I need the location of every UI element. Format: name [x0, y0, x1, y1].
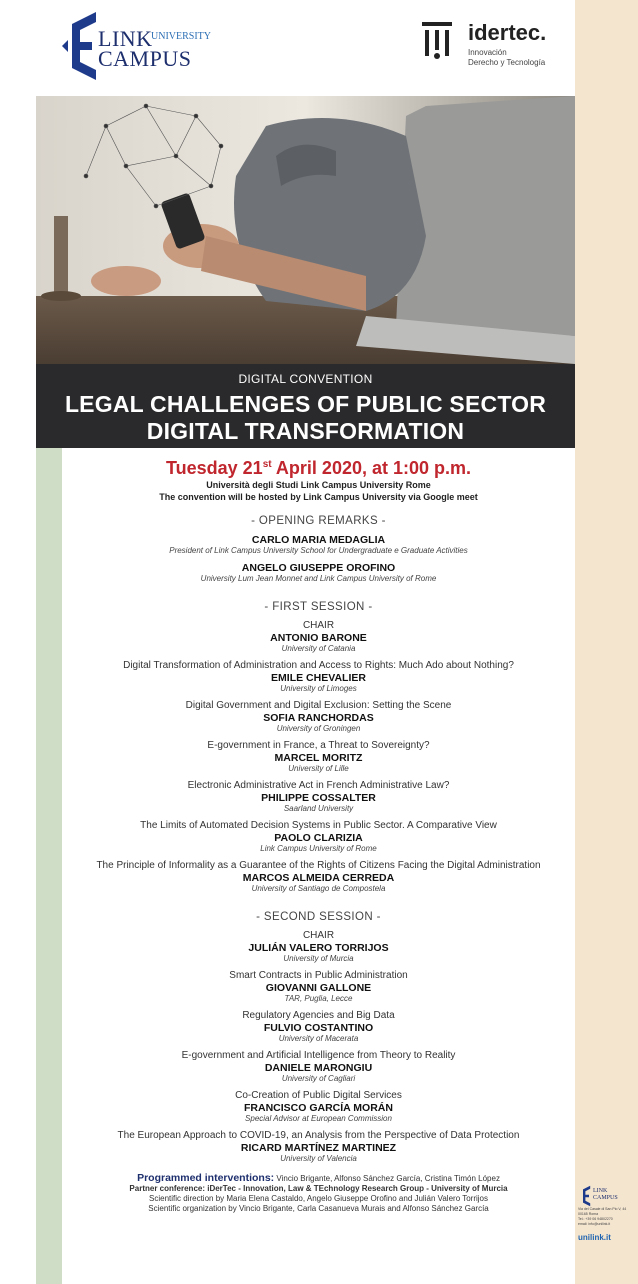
scientific-direction: Scientific direction by Maria Elena Castaldo, Angelo Giuseppe Orofino and Julián Valero Torrijos — [149, 1194, 488, 1203]
talk-affiliation: University of Lille — [288, 764, 349, 773]
first-session-chair-name: ANTONIO BARONE — [270, 632, 367, 644]
second-session-heading: - SECOND SESSION - — [256, 911, 381, 923]
talk-speaker: MARCOS ALMEIDA CERREDA — [242, 872, 395, 884]
side-address-1: Via del Casale di San Pio V, 44 — [578, 1207, 627, 1211]
opening-speaker-affiliation: University Lum Jean Monnet and Link Campus University of Rome — [200, 574, 437, 583]
talk-speaker: PHILIPPE COSSALTER — [261, 792, 376, 804]
first-session-chair-label: CHAIR — [302, 620, 335, 631]
talk-affiliation: University of Santiago de Compostela — [251, 884, 386, 893]
talk-speaker: FULVIO COSTANTINO — [263, 1022, 374, 1034]
opening-heading: - OPENING REMARKS - — [251, 515, 386, 527]
talk-title: Digital Transformation of Administration and Access to Rights: Much Ado about Nothing? — [123, 660, 514, 671]
talk-affiliation: University of Cagliari — [281, 1074, 356, 1083]
talk-title: Digital Government and Digital Exclusion: Setting the Scene — [185, 700, 452, 711]
talk-title: Smart Contracts in Public Administration — [229, 970, 408, 981]
talk-title: E-government in France, a Threat to Sovereignty? — [207, 740, 430, 751]
talk-title: Electronic Administrative Act in French Administrative Law? — [187, 780, 450, 791]
date-prefix: Tuesday 21 — [165, 458, 263, 478]
side-logo-line1: LINK — [593, 1188, 608, 1194]
idertec-name: idertec. — [468, 20, 547, 45]
second-session-chair-affiliation: University of Murcia — [283, 954, 354, 963]
date-suffix: April 2020, at 1:00 p.m. — [271, 458, 472, 478]
talk-affiliation: Saarland University — [283, 804, 354, 813]
talk-affiliation: University of Macerata — [278, 1034, 359, 1043]
opening-speaker-name: ANGELO GIUSEPPE OROFINO — [241, 562, 396, 574]
logo-link-word: LINK — [98, 26, 153, 51]
title-line-1: LEGAL CHALLENGES OF PUBLIC SECTOR — [64, 391, 547, 417]
talk-affiliation: Link Campus University of Rome — [260, 844, 377, 853]
programmed-interventions — [62, 1173, 575, 1184]
talk-title: E-government and Artificial Intelligence from Theory to Reality — [181, 1050, 456, 1061]
talk-speaker: SOFIA RANCHORDAS — [263, 712, 374, 724]
logo-campus-word: CAMPUS — [98, 46, 192, 71]
programmed-names: Vincio Brigante, Alfonso Sánchez García, Cristina Timón López — [274, 1174, 500, 1183]
side-address-2: 00165 Roma — [578, 1212, 599, 1216]
second-session-chair-name: JULIÁN VALERO TORRIJOS — [248, 942, 389, 954]
side-site-link[interactable]: unilink.it — [578, 1233, 611, 1242]
talk-speaker: EMILE CHEVALIER — [271, 672, 366, 684]
programmed-label: Programmed interventions: — [137, 1172, 275, 1184]
first-session-chair-affiliation: University of Catania — [281, 644, 356, 653]
side-logo — [578, 1185, 636, 1207]
side-logo-line2: CAMPUS — [593, 1195, 618, 1201]
talk-title: The Principle of Informality as a Guarantee of the Rights of Citizens Facing the Digital Administration — [96, 860, 541, 871]
idertec-logo — [410, 18, 570, 78]
partner-conference: Partner conference: iDerTec - Innovation, Law & TEchnology Research Group - University of Murcia — [129, 1184, 508, 1193]
venue-line-1: Università degli Studi Link Campus University Rome — [206, 480, 431, 490]
program-content — [62, 450, 575, 1214]
talk-title: Regulatory Agencies and Big Data — [242, 1010, 395, 1021]
first-session-heading: - FIRST SESSION - — [264, 601, 373, 613]
opening-speaker-affiliation: President of Link Campus University School for Undergraduate e Graduate Activities — [169, 546, 468, 555]
talk-speaker: FRANCISCO GARCÍA MORÁN — [244, 1102, 393, 1114]
title-line-2: DIGITAL TRANSFORMATION — [146, 418, 465, 444]
idertec-subtitle-1: Innovación — [468, 48, 507, 57]
scientific-organization: Scientific organization by Vincio Brigante, Carla Casanueva Murais and Alfonso Sánchez García — [148, 1204, 489, 1213]
idertec-subtitle-2: Derecho y Tecnología — [468, 58, 546, 67]
talk-affiliation: University of Groningen — [276, 724, 361, 733]
talk-speaker: DANIELE MARONGIU — [264, 1062, 373, 1074]
talk-speaker: PAOLO CLARIZIA — [274, 832, 363, 844]
side-emblem-icon — [580, 1185, 592, 1207]
opening-speaker-name: CARLO MARIA MEDAGLIA — [251, 534, 386, 546]
venue-line-2: The convention will be hosted by Link Campus University via Google meet — [159, 492, 478, 502]
link-campus-logo — [62, 10, 232, 80]
link-campus-emblem-icon — [62, 10, 102, 82]
talk-title: Co-Creation of Public Digital Services — [235, 1090, 402, 1101]
side-contact-block — [578, 1185, 636, 1242]
event-date — [62, 454, 575, 479]
title-band — [36, 364, 575, 448]
talk-title: The European Approach to COVID-19, an Analysis from the Perspective of Data Protection — [117, 1130, 520, 1141]
date-sup: st — [262, 459, 272, 470]
right-decor-strip — [575, 0, 638, 1284]
talk-affiliation: University of Valencia — [280, 1154, 357, 1163]
idertec-column-icon — [420, 20, 454, 68]
talk-affiliation: TAR, Puglia, Lecce — [284, 994, 353, 1003]
talk-affiliation: Special Advisor at European Commission — [245, 1114, 392, 1123]
talk-affiliation: University of Limoges — [280, 684, 357, 693]
side-tel: Tel.: +39 06 94802270 — [578, 1217, 613, 1221]
second-session-chair-label: CHAIR — [302, 930, 335, 941]
logo-university-word: UNIVERSITY — [151, 31, 211, 42]
talk-title: The Limits of Automated Decision Systems in Public Sector. A Comparative View — [140, 820, 497, 831]
talk-speaker: MARCEL MORITZ — [274, 752, 363, 764]
talk-speaker: RICARD MARTÍNEZ MARTINEZ — [240, 1142, 397, 1154]
convention-kicker: DIGITAL CONVENTION — [238, 372, 373, 386]
talk-speaker: GIOVANNI GALLONE — [265, 982, 372, 994]
header-photo — [36, 96, 575, 364]
side-email: email: info@unilink.it — [578, 1222, 611, 1226]
